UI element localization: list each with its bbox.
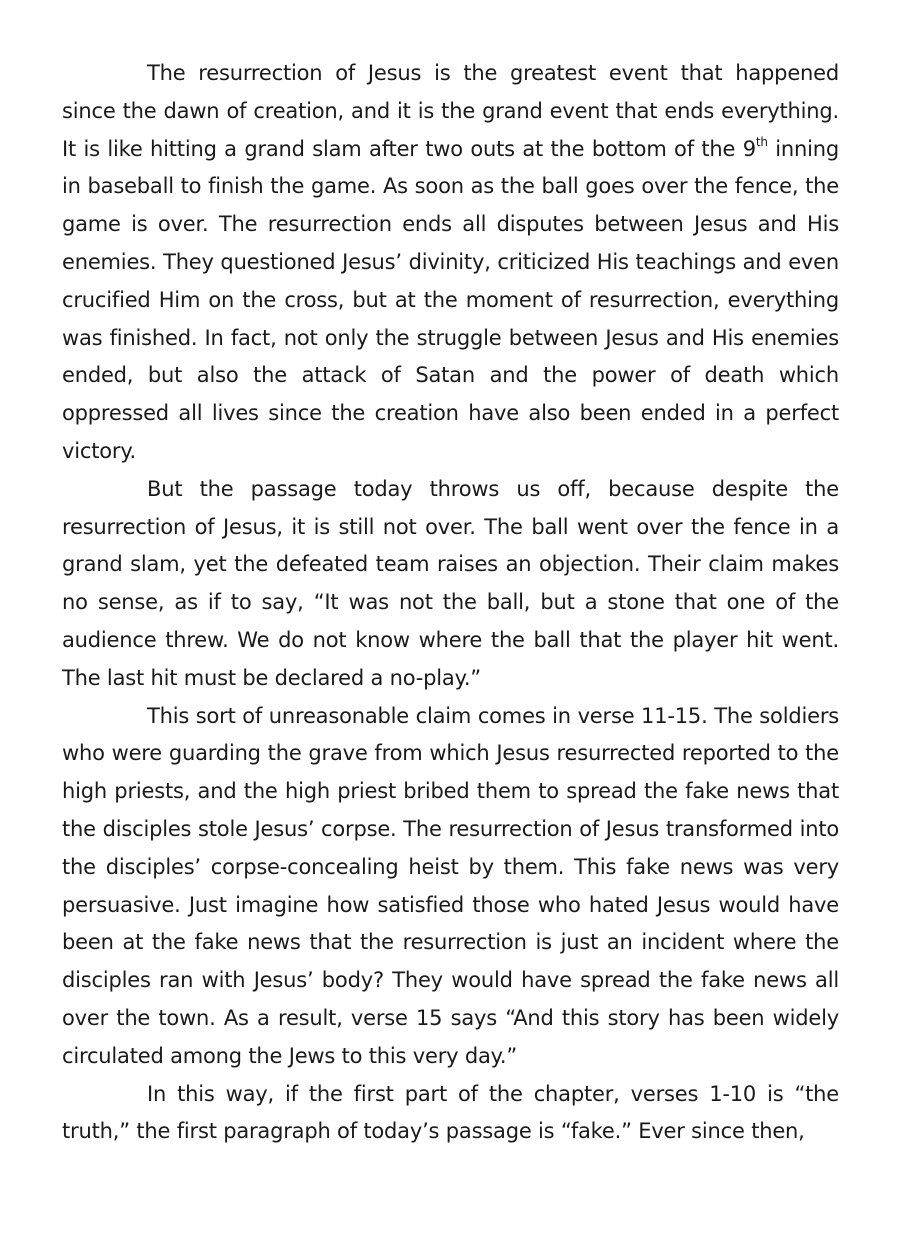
- paragraph-1-text-a: The resurrection of Jesus is the greatest event that happened since the dawn of creation, and it is the grand event that ends everything. It is like hitting a grand slam after two outs at the bottom of the 9: [62, 61, 839, 161]
- document-page: [62, 55, 839, 1151]
- paragraph-2: But the passage today throws us off, because despite the resurrection of Jesus, it is still not over. The ball went over the fence in a grand slam, yet the defeated team raises an objection. Their claim makes no sense, as if to say, “It was not the ball, but a stone that one of the audience threw. We do not know where the ball that the player hit went. The last hit must be declared a no-play.”: [62, 476, 839, 690]
- ordinal-suffix: th: [755, 134, 768, 149]
- paragraph-4: In this way, if the first part of the chapter, verses 1-10 is “the truth,” the first paragraph of today’s passage is “fake.” Ever since then,: [62, 1081, 839, 1144]
- paragraph-1-text-b: inning in baseball to finish the game. As soon as the ball goes over the fence, the game is over. The resurrection ends all disputes between Jesus and His enemies. They questioned Jesus’ divinity, criticized His teachings and even crucified Him on the cross, but at the moment of resurrection, everything was finished. In fact, not only the struggle between Jesus and His enemies ended, but also the attack of Satan and the power of death which oppressed all lives since the creation have also been ended in a perfect victory.: [62, 136, 839, 463]
- paragraph-1: [62, 55, 839, 471]
- paragraph-3: This sort of unreasonable claim comes in verse 11-15. The soldiers who were guarding the grave from which Jesus resurrected reported to the high priests, and the high priest bribed them to spread the fake news that the disciples stole Jesus’ corpse. The resurrection of Jesus transformed into the disciples’ corpse-concealing heist by them. This fake news was very persuasive. Just imagine how satisfied those who hated Jesus would have been at the fake news that the resurrection is just an incident where the disciples ran with Jesus’ body? They would have spread the fake news all over the town. As a result, verse 15 says “And this story has been widely circulated among the Jews to this very day.”: [62, 703, 839, 1068]
